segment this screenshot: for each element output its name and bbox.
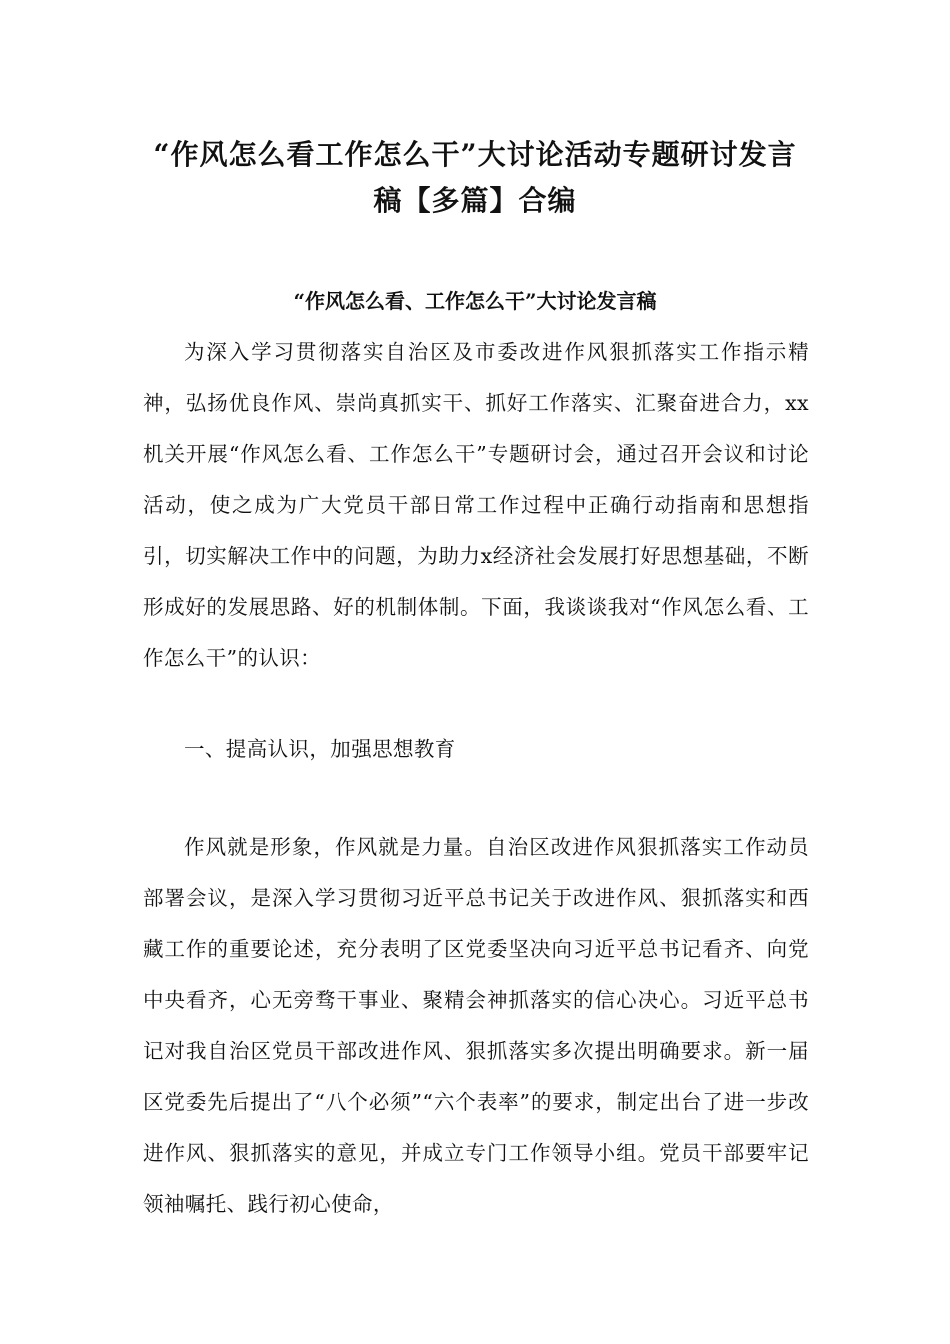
paragraph-intro: 为深入学习贯彻落实自治区及市委改进作风狠抓落实工作指示精神，弘扬优良作风、崇尚真抓实干、抓好工作落实、汇聚奋进合力，xx机关开展“作风怎么看、工作怎么干”专题研讨会，通过召开会议和讨论活动，使之成为广大党员干部日常工作过程中正确行动指南和思想指引，切实解决工作中的问题，为助力x经济社会发展打好思想基础，不断形成好的发展思路、好的机制体制。下面，我谈谈我对“作风怎么看、工作怎么干”的认识：	[143, 340, 809, 670]
section-heading: 一、提高认识，加强思想教育	[184, 737, 456, 761]
document-title: “作风怎么看工作怎么干”大讨论活动专题研讨发言稿【多篇】合编	[153, 138, 797, 217]
paragraph-body: 作风就是形象，作风就是力量。自治区改进作风狠抓落实工作动员部署会议，是深入学习贯彻习近平总书记关于改进作风、狠抓落实和西藏工作的重要论述，充分表明了区党委坚决向习近平总书记看齐、向党中央看齐，心无旁骛干事业、聚精会神抓落实的信心决心。习近平总书记对我自治区党员干部改进作风、狠抓落实多次提出明确要求。新一届区党委先后提出了“八个必须”“六个表率”的要求，制定出台了进一步改进作风、狠抓落实的意见，并成立专门工作领导小组。党员干部要牢记领袖嘱托、践行初心使命，	[143, 835, 809, 1216]
document-subtitle: “作风怎么看、工作怎么干”大讨论发言稿	[293, 289, 657, 313]
